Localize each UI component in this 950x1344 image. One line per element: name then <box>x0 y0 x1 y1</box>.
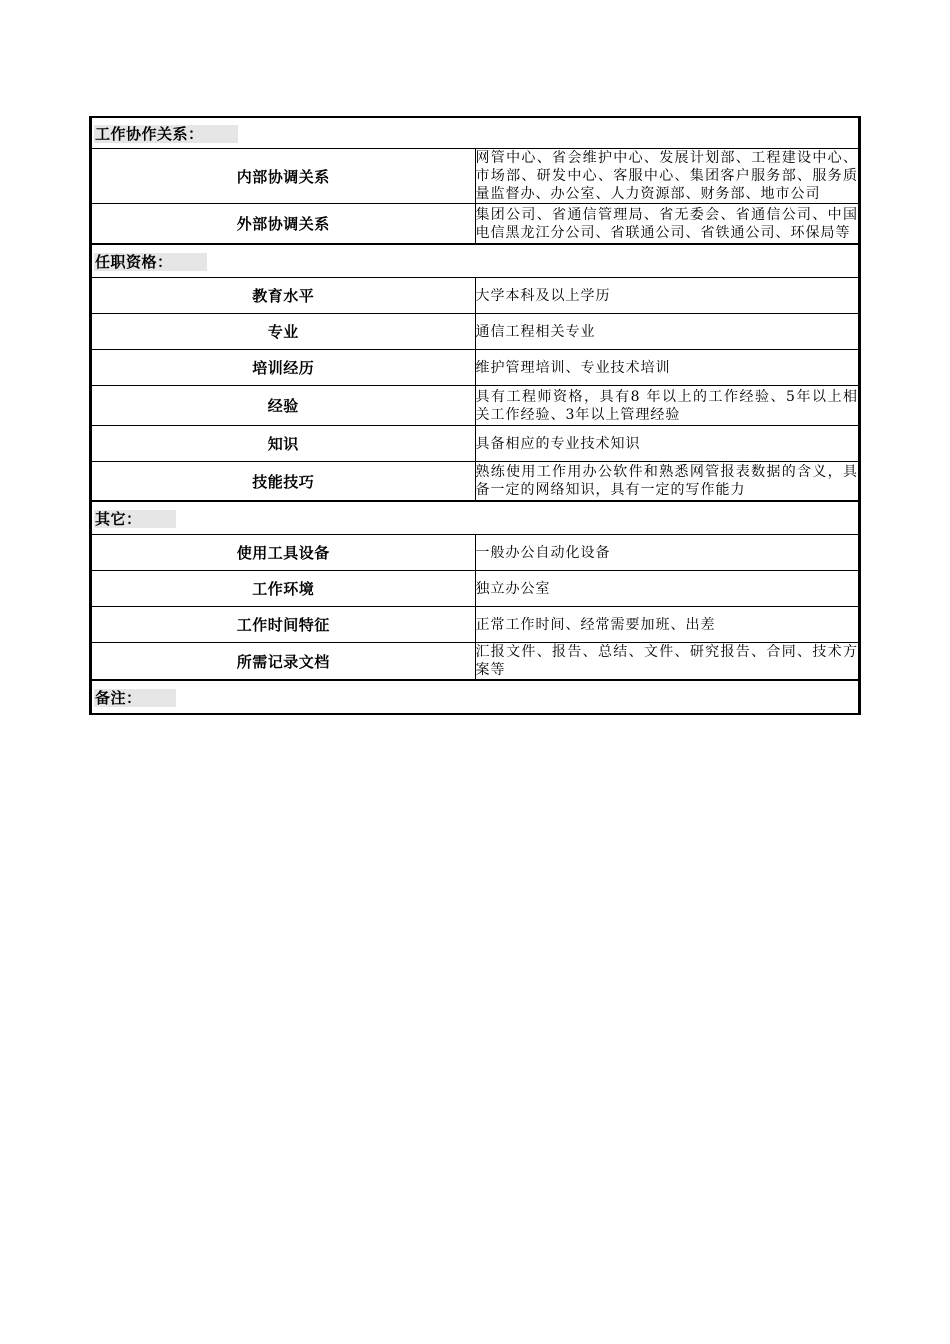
row-label-environment: 工作环境 <box>92 571 476 607</box>
row-label-tools: 使用工具设备 <box>92 535 476 571</box>
table-row <box>92 149 859 204</box>
section-cooperation <box>92 118 859 149</box>
job-description-form <box>89 116 861 715</box>
table-row <box>92 643 859 681</box>
row-label-education: 教育水平 <box>92 278 476 314</box>
table-row <box>92 350 859 386</box>
row-value-education: 大学本科及以上学历 <box>475 278 859 314</box>
section-title-qualification: 任职资格： <box>94 253 207 271</box>
row-label-training: 培训经历 <box>92 350 476 386</box>
section-title-cooperation: 工作协作关系： <box>94 125 238 143</box>
row-label-internal: 内部协调关系 <box>92 149 476 204</box>
table-row <box>92 535 859 571</box>
table-row <box>92 462 859 502</box>
row-value-external: 集团公司、省通信管理局、省无委会、省通信公司、中国电信黑龙江分公司、省联通公司、省铁通公司、环保局等 <box>475 204 859 245</box>
row-value-experience: 具有工程师资格，具有8 年以上的工作经验、5年以上相关工作经验、3年以上管理经验 <box>475 386 859 426</box>
section-title-remarks: 备注： <box>94 689 176 707</box>
row-value-tools: 一般办公自动化设备 <box>475 535 859 571</box>
row-value-training: 维护管理培训、专业技术培训 <box>475 350 859 386</box>
table-row <box>92 204 859 245</box>
row-value-work-time: 正常工作时间、经常需要加班、出差 <box>475 607 859 643</box>
table-row <box>92 607 859 643</box>
row-label-experience: 经验 <box>92 386 476 426</box>
table-row <box>92 278 859 314</box>
section-other <box>92 501 859 535</box>
table-row <box>92 571 859 607</box>
row-label-documents: 所需记录文档 <box>92 643 476 681</box>
section-remarks <box>92 680 859 713</box>
section-title-other: 其它： <box>94 510 176 528</box>
table-row <box>92 386 859 426</box>
row-value-environment: 独立办公室 <box>475 571 859 607</box>
form-table <box>91 118 859 713</box>
row-label-work-time: 工作时间特征 <box>92 607 476 643</box>
row-value-documents: 汇报文件、报告、总结、文件、研究报告、合同、技术方案等 <box>475 644 858 678</box>
table-row <box>92 426 859 462</box>
row-label-skills: 技能技巧 <box>92 462 476 502</box>
row-label-major: 专业 <box>92 314 476 350</box>
row-value-major: 通信工程相关专业 <box>475 314 859 350</box>
row-label-external: 外部协调关系 <box>92 204 476 245</box>
row-value-knowledge: 具备相应的专业技术知识 <box>475 426 859 462</box>
row-value-skills: 熟练使用工作用办公软件和熟悉网管报表数据的含义，具备一定的网络知识，具有一定的写作能力 <box>475 462 859 502</box>
row-label-knowledge: 知识 <box>92 426 476 462</box>
table-row <box>92 314 859 350</box>
section-qualification <box>92 244 859 278</box>
row-value-internal: 网管中心、省会维护中心、发展计划部、工程建设中心、市场部、研发中心、客服中心、集团客户服务部、服务质量监督办、办公室、人力资源部、财务部、地市公司 <box>475 150 858 202</box>
